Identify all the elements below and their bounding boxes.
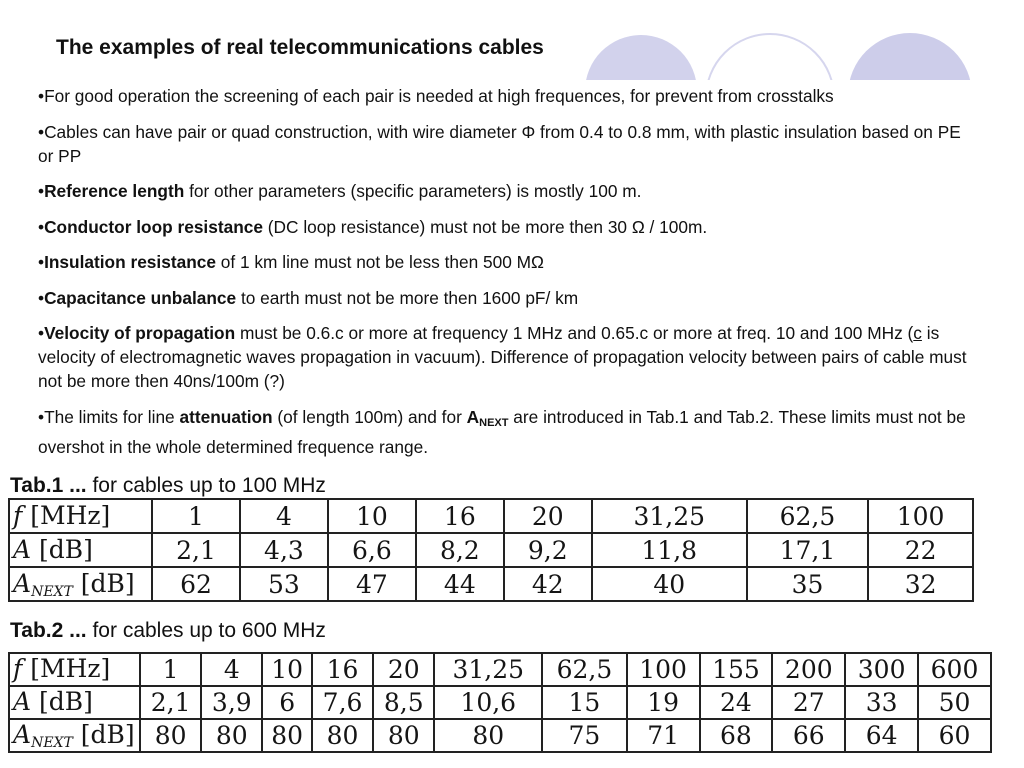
table-cell: 71 [627,719,700,752]
table-cell: 600 [918,653,991,686]
table-cell: 4,3 [240,533,328,567]
row-unit: [MHz] [22,654,111,683]
bullet-text: for other parameters (specific parameters) is mostly 100 m. [184,181,642,201]
table-cell: 300 [845,653,918,686]
row-unit: [MHz] [22,500,111,530]
table-cell: 80 [262,719,312,752]
table-cell: 50 [918,686,991,719]
table-cell: 8,5 [373,686,434,719]
bullet-limits [38,405,973,459]
row-header [9,653,140,686]
row-symbol: A [13,568,32,598]
table-cell: 47 [328,567,416,601]
bullet-marker: • [38,406,45,427]
row-unit: [dB] [31,687,93,716]
bullet-text: is velocity of electromagnetic waves propagation in vacuum). Difference of propagation velocity between pairs of cable must not be more then 40ns/100m (?) [38,323,967,391]
table-cell: 1 [152,499,240,533]
bullet-marker: • [38,121,45,142]
table-cell: 6 [262,686,312,719]
table-cell: 100 [868,499,973,533]
row-symbol: f [13,654,23,683]
bullet-velocity [38,321,973,393]
row-symbol-subscript: NEXT [31,735,73,751]
table-cell: 3,9 [201,686,262,719]
table-1-100mhz [8,498,974,602]
table-cell: 27 [772,686,845,719]
table-cell: 6,6 [328,533,416,567]
bullet-text: are introduced in Tab.1 and Tab.2. These limits must not be overshot in the whole determined frequence range. [38,406,966,457]
table-cell: 40 [592,567,747,601]
table-cell: 16 [416,499,504,533]
table-cell: 32 [868,567,973,601]
bullet-capacitance-unbalance [38,286,973,310]
bullet-screening [38,84,973,108]
row-symbol: A [13,720,32,749]
table-cell: 19 [627,686,700,719]
table-cell: 1 [140,653,201,686]
table-cell: 7,6 [312,686,373,719]
anext-row [9,719,991,752]
table-cell: 80 [434,719,542,752]
bullet-text: (DC loop resistance) must not be more then 30 Ω / 100m. [263,216,708,237]
tab2-caption-text: for cables up to 600 MHz [86,619,326,642]
bullet-term-subscript: NEXT [479,416,509,429]
table-cell: 60 [918,719,991,752]
tab1-caption [10,474,326,498]
table-cell: 62,5 [542,653,627,686]
row-header [9,533,152,567]
bullet-term: Conductor loop resistance [44,216,263,237]
table-cell: 44 [416,567,504,601]
bullet-text: to earth must not be more then 1600 pF/ km [236,287,579,308]
table-cell: 31,25 [592,499,747,533]
frequency-row [9,499,973,533]
table-cell: 80 [201,719,262,752]
bullet-construction [38,120,973,168]
table-cell: 42 [504,567,592,601]
row-symbol: f [13,500,23,530]
bullet-marker: • [38,252,45,272]
table-cell: 2,1 [152,533,240,567]
table-cell: 4 [240,499,328,533]
table-cell: 24 [700,686,773,719]
table-cell: 68 [700,719,773,752]
table-cell: 35 [747,567,868,601]
bullet-marker: • [38,86,45,106]
bullet-term: Capacitance unbalance [44,287,237,308]
row-header [9,567,152,601]
bullet-text: The limits for line [44,406,180,427]
table-cell: 15 [542,686,627,719]
row-header [9,686,140,719]
bullet-reference-length [38,179,973,203]
slide-title: The examples of real telecommunications cables [56,36,544,59]
table-cell: 75 [542,719,627,752]
bullet-marker: • [38,181,45,201]
bullet-text: For good operation the screening of each pair is needed at high frequences, for prevent from crosstalks [44,86,834,106]
row-header [9,499,152,533]
bullet-marker: • [38,216,45,237]
table-cell: 80 [140,719,201,752]
bullet-term: Insulation resistance [44,252,216,272]
table-cell: 4 [201,653,262,686]
tab2-caption [10,619,326,643]
bullet-term: Velocity of propagation [44,323,236,343]
table-cell: 200 [772,653,845,686]
table-cell: 100 [627,653,700,686]
bullet-text: must be 0.6.c or more at frequency 1 MHz and 0.65.c or more at freq. 10 and 100 MHz ( [235,323,914,343]
tab2-label: Tab.2 ... [10,619,87,642]
table-cell: 66 [772,719,845,752]
bullet-text: Cables can have pair or quad construction, with wire diameter Φ from 0.4 to 0.8 mm, with plastic insulation based on PE or PP [38,121,961,166]
row-unit: [dB] [31,534,93,564]
table-cell: 64 [845,719,918,752]
table-cell: 62 [152,567,240,601]
table-cell: 9,2 [504,533,592,567]
table-cell: 53 [240,567,328,601]
bullet-marker: • [38,287,45,308]
table-cell: 22 [868,533,973,567]
table-cell: 8,2 [416,533,504,567]
anext-row [9,567,973,601]
table-cell: 10 [328,499,416,533]
table-cell: 31,25 [434,653,542,686]
row-symbol-subscript: NEXT [31,583,73,600]
bullet-loop-resistance [38,215,973,239]
frequency-row [9,653,991,686]
row-symbol: A [13,534,32,564]
row-unit: [dB] [72,568,135,598]
table-cell: 17,1 [747,533,868,567]
table-cell: 20 [373,653,434,686]
table-cell: 16 [312,653,373,686]
row-symbol: A [13,687,32,716]
bullet-insulation-resistance [38,250,973,274]
table-cell: 2,1 [140,686,201,719]
table-2-600mhz [8,652,992,753]
table-cell: 155 [700,653,773,686]
table-cell: 10 [262,653,312,686]
row-unit: [dB] [72,720,135,749]
table-cell: 33 [845,686,918,719]
bullet-term: attenuation [179,406,273,427]
bullet-list [38,84,973,470]
bullet-underlined: c [913,323,922,343]
table-cell: 80 [373,719,434,752]
table-cell: 20 [504,499,592,533]
bullet-term-symbol: A [466,406,480,427]
table-cell: 11,8 [592,533,747,567]
table-cell: 10,6 [434,686,542,719]
bullet-text: (of length 100m) and for [272,406,467,427]
bullet-text: of 1 km line must not be less then 500 MΩ [215,252,544,272]
tab1-caption-text: for cables up to 100 MHz [86,474,326,497]
row-header [9,719,140,752]
bullet-marker: • [38,323,45,343]
bullet-term [467,407,509,427]
attenuation-row [9,533,973,567]
attenuation-row [9,686,991,719]
table-cell: 62,5 [747,499,868,533]
table-cell: 80 [312,719,373,752]
tab1-label: Tab.1 ... [10,474,87,497]
bullet-term: Reference length [44,181,185,201]
